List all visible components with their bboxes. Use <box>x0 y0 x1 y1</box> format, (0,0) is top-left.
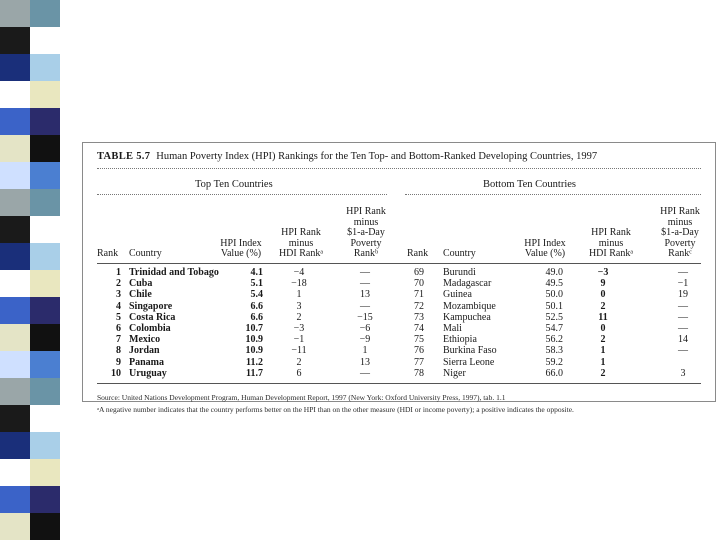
hdi-diff-cell: 11 <box>598 311 608 323</box>
hdi-diff-cell: 0 <box>600 289 606 301</box>
footnote: ᵃA negative number indicates that the country performs better on the HPI than on the other measure (HDI or income poverty); a positive indicates the opposite. <box>97 405 574 414</box>
strip-square <box>0 216 30 243</box>
table-row <box>83 323 715 334</box>
country-cell: Mali <box>443 323 462 334</box>
country-cell: Mexico <box>129 334 161 346</box>
strip-square <box>0 405 30 432</box>
header-country: Country <box>129 248 162 259</box>
strip-square <box>0 54 30 81</box>
poverty-diff-cell: — <box>678 300 688 312</box>
country-cell: Burkina Faso <box>443 345 497 357</box>
header-hdi-diff-bottom-line: HPI Rank <box>591 227 631 238</box>
hpi-value-cell: 10.9 <box>245 334 263 346</box>
strip-square <box>0 351 30 378</box>
table-row <box>83 312 715 323</box>
strip-square <box>30 81 60 108</box>
country-cell: Panama <box>129 356 164 368</box>
header-country-bottom: Country <box>443 248 476 259</box>
hdi-diff-cell: 3 <box>296 300 302 312</box>
header-hpi-value-bottom-line: Value (%) <box>524 248 566 259</box>
strip-square <box>0 270 30 297</box>
hdi-diff-cell: −3 <box>597 267 609 278</box>
hpi-value-cell: 49.0 <box>545 267 563 278</box>
header-poverty-diff-line: Poverty <box>350 237 382 249</box>
hpi-value-cell: 5.1 <box>250 278 263 290</box>
strip-square <box>0 162 30 189</box>
hdi-diff-cell: 1 <box>296 289 302 301</box>
strip-square <box>30 162 60 189</box>
poverty-diff-cell: 13 <box>360 356 370 368</box>
hdi-diff-cell: 9 <box>600 278 606 290</box>
header-poverty-diff-bottom-line: $1-a-Day <box>661 227 699 238</box>
header-hdi-diff-bottom-line: minus <box>598 237 624 249</box>
country-cell: Madagascar <box>443 278 492 290</box>
caption-rule <box>97 168 701 169</box>
strip-square <box>30 189 60 216</box>
table-row <box>83 368 715 379</box>
hpi-value-cell: 4.1 <box>250 267 263 278</box>
rank-cell: 1 <box>116 267 121 278</box>
hdi-diff-cell: 2 <box>296 311 302 323</box>
strip-square <box>0 432 30 459</box>
strip-square <box>30 324 60 351</box>
strip-square <box>0 459 30 486</box>
table-number: TABLE 5.7 <box>97 151 151 162</box>
hdi-diff-cell: 6 <box>296 367 302 379</box>
hdi-diff-cell: 2 <box>600 367 606 379</box>
table-row <box>83 334 715 345</box>
poverty-diff-cell: — <box>360 278 370 290</box>
hpi-value-cell: 5.4 <box>250 289 263 301</box>
header-hpi-value-bottom-line: HPI Index <box>524 237 566 249</box>
strip-square <box>0 486 30 513</box>
hdi-diff-cell: 1 <box>600 345 606 357</box>
poverty-diff-cell: — <box>360 267 370 278</box>
poverty-diff-cell: −9 <box>359 334 371 346</box>
hpi-value-cell: 66.0 <box>545 367 563 379</box>
poverty-diff-cell: −6 <box>359 323 371 334</box>
header-hdi-diff-line: HPI Rank <box>281 227 321 238</box>
poverty-diff-cell: −15 <box>357 311 373 323</box>
rank-cell: 8 <box>116 345 121 357</box>
hpi-value-cell: 11.7 <box>246 367 263 379</box>
hpi-value-cell: 59.2 <box>545 356 563 368</box>
strip-square <box>0 135 30 162</box>
strip-square <box>30 432 60 459</box>
hpi-value-cell: 10.9 <box>245 345 263 357</box>
rank-cell: 9 <box>116 356 121 368</box>
strip-square <box>30 0 60 27</box>
rank-cell: 74 <box>414 323 424 334</box>
table-title: Human Poverty Index (HPI) Rankings for the Ten Top- and Bottom-Ranked Developing Countries, 1997 <box>156 151 598 162</box>
header-hdi-diff-bottom-line: HDI Rankᵃ <box>588 248 634 259</box>
strip-square <box>30 27 60 54</box>
bottom-group-rule <box>405 194 701 195</box>
header-poverty-diff-line: Rankᵇ <box>353 248 379 259</box>
header-rank-bottom: Rank <box>407 248 429 259</box>
header-rank: Rank <box>97 248 119 259</box>
country-cell: Jordan <box>129 345 160 357</box>
strip-square <box>0 0 30 27</box>
strip-square <box>0 189 30 216</box>
hpi-value-cell: 6.6 <box>250 300 263 312</box>
hpi-value-cell: 10.7 <box>245 323 263 334</box>
country-cell: Mozambique <box>443 300 496 312</box>
country-cell: Costa Rica <box>129 311 176 323</box>
rank-cell: 3 <box>116 289 121 301</box>
rank-cell: 7 <box>116 334 121 346</box>
hpi-value-cell: 6.6 <box>250 311 263 323</box>
header-hpi-value-line: Value (%) <box>220 248 262 259</box>
hpi-value-cell: 58.3 <box>545 345 563 357</box>
table-row <box>83 289 715 300</box>
table-row <box>83 301 715 312</box>
top-group-label: Top Ten Countries <box>195 179 273 190</box>
strip-square <box>0 108 30 135</box>
strip-square <box>0 243 30 270</box>
poverty-diff-cell: — <box>678 345 688 357</box>
table-row <box>83 267 715 278</box>
hdi-diff-cell: 2 <box>600 300 606 312</box>
strip-square <box>30 243 60 270</box>
poverty-diff-cell: 1 <box>362 345 368 357</box>
poverty-diff-cell: — <box>360 300 370 312</box>
header-poverty-diff-line: minus <box>353 216 379 228</box>
table-row <box>83 345 715 356</box>
poverty-diff-cell: — <box>678 267 688 278</box>
header-poverty-diff-bottom-line: Poverty <box>664 237 696 249</box>
country-cell: Ethiopia <box>443 334 477 346</box>
hdi-diff-cell: 0 <box>600 323 606 334</box>
header-poverty-diff-line: $1-a-Day <box>347 227 385 238</box>
table-caption <box>97 151 597 162</box>
rank-cell: 78 <box>414 367 424 379</box>
poverty-diff-cell: 3 <box>680 367 686 379</box>
strip-square <box>30 459 60 486</box>
country-cell: Colombia <box>129 323 171 334</box>
hdi-diff-cell: −4 <box>293 267 305 278</box>
strip-square <box>0 513 30 540</box>
strip-square <box>0 81 30 108</box>
country-cell: Uruguay <box>129 367 167 379</box>
country-cell: Sierra Leone <box>443 356 495 368</box>
country-cell: Guinea <box>443 289 472 301</box>
rank-cell: 5 <box>116 311 121 323</box>
body-rule <box>97 383 701 384</box>
strip-square <box>30 54 60 81</box>
strip-square <box>30 270 60 297</box>
table-panel <box>82 142 716 414</box>
hpi-value-cell: 50.1 <box>545 300 563 312</box>
hpi-value-cell: 49.5 <box>545 278 563 290</box>
hpi-value-cell: 56.2 <box>545 334 563 346</box>
strip-square <box>30 108 60 135</box>
rank-cell: 73 <box>414 311 424 323</box>
strip-square <box>30 216 60 243</box>
country-cell: Chile <box>129 289 152 301</box>
strip-square <box>30 135 60 162</box>
header-poverty-diff-bottom-line: Rankᶜ <box>668 248 692 259</box>
poverty-diff-cell: 14 <box>678 334 688 346</box>
poverty-diff-cell: 13 <box>360 289 370 301</box>
strip-square <box>30 297 60 324</box>
hdi-diff-cell: −1 <box>293 334 305 346</box>
hpi-value-cell: 54.7 <box>545 323 563 334</box>
table-row <box>83 357 715 368</box>
rank-cell: 76 <box>414 345 424 357</box>
strip-square <box>30 513 60 540</box>
table-row <box>83 278 715 289</box>
rank-cell: 6 <box>116 323 121 334</box>
rank-cell: 4 <box>116 300 121 312</box>
hdi-diff-cell: −3 <box>293 323 305 334</box>
rank-cell: 69 <box>414 267 424 278</box>
poverty-diff-cell: 19 <box>678 289 688 301</box>
bottom-group-label: Bottom Ten Countries <box>483 179 576 190</box>
header-poverty-diff-line: HPI Rank <box>346 206 386 217</box>
country-cell: Burundi <box>443 267 476 278</box>
hdi-diff-cell: 2 <box>296 356 302 368</box>
header-hdi-diff-line: minus <box>288 237 314 249</box>
hdi-diff-cell: 1 <box>600 356 606 368</box>
strip-square <box>30 378 60 405</box>
hpi-value-cell: 52.5 <box>545 311 563 323</box>
poverty-diff-cell: — <box>678 311 688 323</box>
strip-square <box>30 405 60 432</box>
header-hdi-diff-line: HDI Rankᵃ <box>278 248 324 259</box>
header-rule <box>97 263 701 264</box>
decorative-color-strip <box>0 0 60 540</box>
strip-square <box>0 27 30 54</box>
poverty-diff-cell: — <box>360 367 370 379</box>
hpi-value-cell: 11.2 <box>246 356 263 368</box>
rank-cell: 2 <box>116 278 121 290</box>
country-cell: Kampuchea <box>443 311 491 323</box>
hdi-diff-cell: −11 <box>291 345 307 357</box>
rank-cell: 71 <box>414 289 424 301</box>
hpi-value-cell: 50.0 <box>545 289 563 301</box>
header-hpi-value-line: HPI Index <box>220 237 262 249</box>
hdi-diff-cell: −18 <box>291 278 307 290</box>
country-cell: Singapore <box>129 300 173 312</box>
strip-square <box>0 378 30 405</box>
rank-cell: 10 <box>111 367 121 379</box>
strip-square <box>30 486 60 513</box>
country-cell: Trinidad and Tobago <box>129 267 219 278</box>
strip-square <box>30 351 60 378</box>
strip-square <box>0 324 30 351</box>
strip-square <box>0 297 30 324</box>
header-poverty-diff-bottom-line: minus <box>667 216 693 228</box>
poverty-diff-cell: — <box>678 323 688 334</box>
country-cell: Niger <box>443 367 466 379</box>
top-group-rule <box>97 194 387 195</box>
rank-cell: 70 <box>414 278 424 290</box>
header-poverty-diff-bottom-line: HPI Rank <box>660 206 700 217</box>
hdi-diff-cell: 2 <box>600 334 606 346</box>
rank-cell: 77 <box>414 356 424 368</box>
rank-cell: 72 <box>414 300 424 312</box>
source-note: Source: United Nations Development Program, Human Development Report, 1997 (New York: Oxford University Press, 1997), tab. 1.1 <box>97 393 506 402</box>
poverty-diff-cell: −1 <box>677 278 689 290</box>
country-cell: Cuba <box>129 278 153 290</box>
rank-cell: 75 <box>414 334 424 346</box>
